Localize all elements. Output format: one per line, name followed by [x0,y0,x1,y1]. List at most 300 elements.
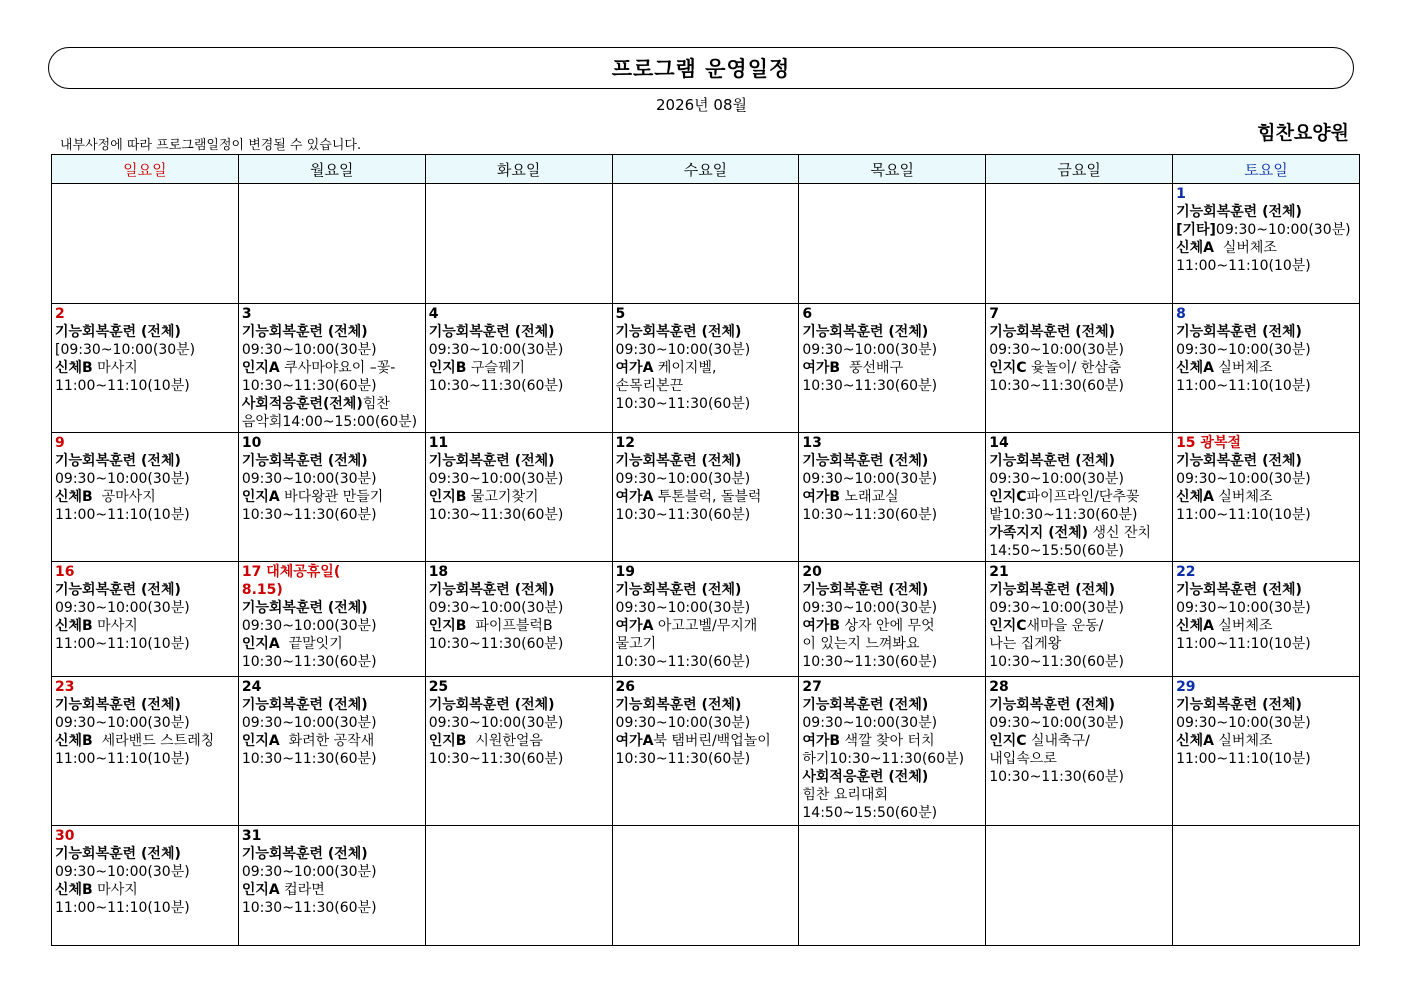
day-cell [612,304,799,433]
program-line [1176,750,1356,768]
program-category: 기능회복훈련 (전체) [615,582,742,598]
program-line [242,899,422,917]
day-number: 14 [989,435,1009,451]
day-number: 18 [428,564,449,580]
program-line [55,617,235,635]
program-category: 기능회복훈련 (전체) [802,453,929,469]
program-detail: 10:30~11:30(60분) [241,900,377,916]
program-category: 신체A [1176,489,1214,505]
program-line [802,653,982,671]
program-detail: 물고기 [615,636,657,652]
program-line [1176,635,1356,653]
program-line [802,470,982,488]
program-line [616,341,796,359]
program-line [429,599,609,617]
day-cell [799,433,986,562]
program-detail: 11:00~11:10(10분) [1176,507,1311,523]
program-line [242,470,422,488]
weekday-header-row [52,155,1360,184]
program-line [989,617,1169,635]
program-category: 인지A [241,360,280,376]
program-detail: 11:00~11:10(10분) [1176,258,1311,274]
day-cell [799,304,986,433]
day-cell [425,433,612,562]
program-line [429,488,609,506]
program-detail: 09:30~10:00(30분) [241,618,377,634]
program-detail: 09:30~10:00(30분) [1176,342,1311,358]
weekday-thursday: 목요일 [799,155,986,184]
program-detail: 파이프블럭B [466,618,553,634]
day-number: 31 [241,828,262,844]
program-category: 인지C [989,489,1027,505]
week-row [52,304,1360,433]
program-detail: 09:30~10:00(30분) [1215,222,1351,238]
day-cell [238,304,425,433]
program-line [429,635,609,653]
day-number: 30 [55,828,75,844]
day-number: 1 [1176,186,1186,202]
program-detail: 10:30~11:30(60분) [615,507,751,523]
program-line [55,506,235,524]
day-cell [238,677,425,826]
weekday-friday: 금요일 [986,155,1173,184]
day-number: 9 [55,435,65,451]
program-category: 기능회복훈련 (전체) [1176,697,1302,713]
program-line [55,696,235,714]
program-category: 기능회복훈련 (전체) [1176,453,1302,469]
day-number: 12 [615,435,636,451]
day-cell [799,826,986,946]
program-line [616,581,796,599]
program-line [242,599,422,617]
program-line [242,413,422,431]
program-line [1176,323,1356,341]
week-row [52,184,1360,304]
program-line [989,506,1169,524]
program-detail: 밭10:30~11:30(60분) [989,507,1138,523]
program-detail: 마사지 [92,882,138,898]
program-detail: 11:00~11:10(10분) [55,751,190,767]
program-line [802,617,982,635]
program-line [55,635,235,653]
program-line [242,617,422,635]
program-line [242,750,422,768]
program-line [802,768,982,786]
day-cell [425,304,612,433]
program-detail: 실버체조 [1213,733,1273,749]
program-line [429,470,609,488]
day-cell [52,304,239,433]
program-line [242,696,422,714]
program-line [242,635,422,653]
program-category: 기능회복훈련 (전체) [989,324,1116,340]
program-detail: 북 탬버린/백업놀이 [653,733,771,749]
program-line [242,452,422,470]
program-line [242,845,422,863]
program-line [616,506,796,524]
program-line [989,524,1169,542]
program-line [429,696,609,714]
program-line [55,599,235,617]
program-detail: 마사지 [92,360,138,376]
schedule-notice: 내부사정에 따라 프로그램일정이 변경될 수 있습니다. [60,138,362,153]
program-line [429,452,609,470]
program-detail: 10:30~11:30(60분) [428,507,564,523]
program-detail: 09:30~10:00(30분) [615,715,751,731]
program-line [802,506,982,524]
day-cell [52,184,239,304]
program-line [616,599,796,617]
program-line [802,377,982,395]
program-category: 기능회복훈련 (전체) [428,453,555,469]
program-line [1176,203,1356,221]
day-number: 13 [802,435,822,451]
program-line [989,341,1169,359]
program-detail: 컵라면 [279,882,325,898]
program-line [429,581,609,599]
program-line [802,804,982,822]
program-category: 신체B [55,733,93,749]
program-line [802,635,982,653]
program-line [1176,696,1356,714]
program-detail: 세라밴드 스트레칭 [92,733,215,749]
day-cell [799,677,986,826]
program-line [55,323,235,341]
day-cell [1173,184,1360,304]
program-category: 인지A [241,489,280,505]
program-detail: 11:00~11:10(10분) [55,507,190,523]
program-category: 여가B [802,733,841,749]
program-category: 인지C [989,733,1027,749]
program-category: 기능회복훈련 (전체) [241,453,368,469]
program-line [1176,488,1356,506]
program-detail: 14:50~15:50(60분) [802,805,938,821]
day-number: 20 [802,564,822,580]
day-cell [799,184,986,304]
program-detail: 힘찬 요리대회 [802,787,888,803]
calendar-body [52,184,1360,946]
program-line [1176,257,1356,275]
program-line [1176,341,1356,359]
day-cell [425,677,612,826]
program-line [802,488,982,506]
program-line [429,323,609,341]
day-cell [52,562,239,677]
day-cell [986,184,1173,304]
program-line [429,750,609,768]
program-category: 기능회복훈련 (전체) [55,324,181,340]
program-category: 인지A [241,733,280,749]
program-detail: 풍선배구 [840,360,904,376]
program-line [989,696,1169,714]
program-detail: 10:30~11:30(60분) [989,378,1124,394]
program-line [55,732,235,750]
program-detail: 09:30~10:00(30분) [989,471,1124,487]
program-detail: 09:30~10:00(30분) [428,600,564,616]
program-detail: 생신 잔치 [1088,525,1152,541]
program-detail: 09:30~10:00(30분) [802,715,938,731]
program-line [242,881,422,899]
program-line [1176,599,1356,617]
program-line [616,714,796,732]
program-line [802,732,982,750]
program-line [55,750,235,768]
program-detail: 실버체조 [1213,360,1273,376]
day-number: 3 [241,306,252,322]
day-cell [1173,562,1360,677]
program-line [1176,239,1356,257]
program-detail: 09:30~10:00(30분) [802,600,938,616]
program-category: 인지B [428,489,467,505]
program-category: 신체B [55,360,93,376]
program-detail: 11:00~11:10(10분) [55,900,190,916]
day-cell [1173,826,1360,946]
program-category: 사회적응훈련 (전체) [802,769,929,785]
program-line [1176,377,1356,395]
program-line [989,750,1169,768]
program-category: 인지C [989,618,1027,634]
program-detail: 09:30~10:00(30분) [241,864,377,880]
program-detail: 이 있는지 느껴봐요 [802,636,920,652]
program-category: 가족지지 (전체) [989,525,1089,541]
program-line [242,395,422,413]
program-line [1176,714,1356,732]
day-cell [52,433,239,562]
program-detail: 11:00~11:10(10분) [1176,751,1311,767]
program-line [989,377,1169,395]
program-detail: 색깔 찾아 터치 [840,733,935,749]
program-category: 기능회복훈련 (전체) [989,453,1116,469]
program-category: 기능회복훈련 (전체) [428,582,555,598]
program-line [802,750,982,768]
program-category: 기능회복훈련 (전체) [428,697,555,713]
program-line [989,542,1169,560]
day-cell [1173,304,1360,433]
day-cell [612,184,799,304]
program-line [242,359,422,377]
day-number: 6 [802,306,813,322]
program-line [1176,452,1356,470]
program-line [55,845,235,863]
day-cell [52,677,239,826]
day-cell [425,562,612,677]
program-line [55,863,235,881]
day-number: 21 [989,564,1009,580]
day-cell [238,562,425,677]
program-category: 여가A [615,360,654,376]
program-line [242,506,422,524]
program-line [242,732,422,750]
program-category: 기능회복훈련 (전체) [802,324,929,340]
program-category: 신체B [55,618,93,634]
program-detail: 09:30~10:00(30분) [989,600,1124,616]
weekday-wednesday: 수요일 [612,155,799,184]
program-category: 기능회복훈련 (전체) [989,582,1116,598]
program-line [989,714,1169,732]
program-category: 인지B [428,733,467,749]
program-detail: 나는 집게왕 [989,636,1062,652]
day-number: 23 [55,679,75,695]
program-detail: 새마을 운동/ [1026,618,1104,634]
program-line [802,341,982,359]
program-category: 기능회복훈련 (전체) [989,697,1116,713]
program-line [989,653,1169,671]
program-detail: 손목리본끈 [615,378,684,394]
program-line [1176,617,1356,635]
month-subtitle: 2026년 08월 [655,96,747,114]
program-category: 신체A [1176,240,1214,256]
day-number: 28 [989,679,1009,695]
program-line [989,470,1169,488]
week-row [52,677,1360,826]
program-line [616,395,796,413]
organization-name: 힘찬요양원 [1257,122,1349,144]
program-category: 여가B [802,489,841,505]
day-number: 24 [241,679,262,695]
program-line [55,359,235,377]
program-category: 기능회복훈련 (전체) [241,324,368,340]
program-category: 기능회복훈련 (전체) [615,453,742,469]
program-line [802,581,982,599]
program-category: 여가B [802,360,841,376]
day-number: 19 [615,564,636,580]
day-cell [986,562,1173,677]
program-detail: 실버체조 [1213,240,1277,256]
program-line [616,488,796,506]
program-line [1176,506,1356,524]
week-row [52,562,1360,677]
program-line [802,714,982,732]
program-detail: 케이지벨, [653,360,717,376]
program-category: 인지A [241,636,280,652]
program-line [989,452,1169,470]
weekday-tuesday: 화요일 [425,155,612,184]
program-line [616,635,796,653]
program-category: 인지B [428,618,467,634]
program-detail: 09:30~10:00(30분) [428,715,564,731]
program-detail: 10:30~11:30(60분) [615,654,751,670]
program-detail: 마사지 [92,618,138,634]
program-category: 기능회복훈련 (전체) [55,697,181,713]
day-number: 11 [428,435,449,451]
program-category: 신체A [1176,618,1214,634]
program-detail: 09:30~10:00(30분) [55,600,190,616]
program-detail: 09:30~10:00(30분) [989,715,1124,731]
program-category: 기능회복훈련 (전체) [802,697,929,713]
program-line [55,377,235,395]
program-detail: 09:30~10:00(30분) [1176,471,1311,487]
program-line [242,488,422,506]
program-detail: 09:30~10:00(30분) [989,342,1124,358]
program-category: 기능회복훈련 (전체) [615,324,742,340]
program-detail: 내입속으로 [989,751,1057,767]
program-detail: 09:30~10:00(30분) [802,342,938,358]
program-detail: 쿠사마야요이 –꽃- [279,360,396,376]
program-category: 인지A [241,882,280,898]
program-line [55,488,235,506]
day-number: 15 광복절 [1176,435,1241,451]
program-category: 인지B [428,360,467,376]
program-line [616,696,796,714]
program-line [1176,359,1356,377]
program-detail: 10:30~11:30(60분) [802,654,938,670]
program-line [242,653,422,671]
day-cell [52,826,239,946]
holiday-label: 8.15) [241,582,283,598]
program-category: 기능회복훈련 (전체) [55,453,181,469]
day-cell [612,433,799,562]
program-detail: 힘찬 [362,396,390,412]
program-line [616,359,796,377]
day-cell [612,562,799,677]
program-category: 기능회복훈련 (전체) [1176,582,1302,598]
program-line [989,768,1169,786]
weekday-monday: 월요일 [238,155,425,184]
day-cell [986,826,1173,946]
program-line [429,617,609,635]
program-detail: 09:30~10:00(30분) [1176,715,1311,731]
program-detail: 09:30~10:00(30분) [615,342,751,358]
title-banner [48,47,1354,89]
day-cell [425,826,612,946]
program-category: 기능회복훈련 (전체) [241,846,368,862]
program-detail: 상자 안에 무엇 [840,618,935,634]
program-line [989,359,1169,377]
program-line [616,452,796,470]
day-number: 7 [989,306,999,322]
program-line [802,599,982,617]
program-category: 기능회복훈련 (전체) [55,846,181,862]
program-detail: 실내축구/ [1026,733,1090,749]
program-detail: 09:30~10:00(30분) [802,471,938,487]
program-detail: 10:30~11:30(60분) [428,378,564,394]
day-number: 26 [615,679,636,695]
program-detail: 09:30~10:00(30분) [241,471,377,487]
program-category: 기능회복훈련 (전체) [1176,204,1302,220]
program-detail: 09:30~10:00(30분) [55,471,190,487]
page-title: 프로그램 운영일정 [611,57,791,81]
day-cell [612,826,799,946]
program-category: 신체B [55,489,93,505]
program-detail: 09:30~10:00(30분) [615,600,751,616]
program-category: 기능회복훈련 (전체) [802,582,929,598]
program-detail: [09:30~10:00(30분) [55,342,196,358]
program-line [242,341,422,359]
program-category: [기타] [1176,222,1216,238]
day-cell [799,562,986,677]
program-category: 신체A [1176,360,1214,376]
day-cell [612,677,799,826]
week-row [52,433,1360,562]
program-line [616,377,796,395]
day-number: 17 대체공휴일( [241,564,341,580]
program-detail: 파이프라인/단추꽂 [1026,489,1140,505]
program-category: 여가B [802,618,841,634]
program-detail: 09:30~10:00(30분) [428,471,564,487]
calendar-table [51,154,1360,946]
program-category: 기능회복훈련 (전체) [55,582,181,598]
program-line [55,881,235,899]
program-line [55,452,235,470]
program-category: 기능회복훈련 (전체) [241,600,368,616]
program-category: 기능회복훈련 (전체) [1176,324,1302,340]
program-detail: 10:30~11:30(60분) [615,396,751,412]
program-detail: 11:00~11:10(10분) [55,378,190,394]
program-line [1176,581,1356,599]
program-detail: 10:30~11:30(60분) [241,654,377,670]
program-line [989,732,1169,750]
program-detail: 14:50~15:50(60분) [989,543,1124,559]
